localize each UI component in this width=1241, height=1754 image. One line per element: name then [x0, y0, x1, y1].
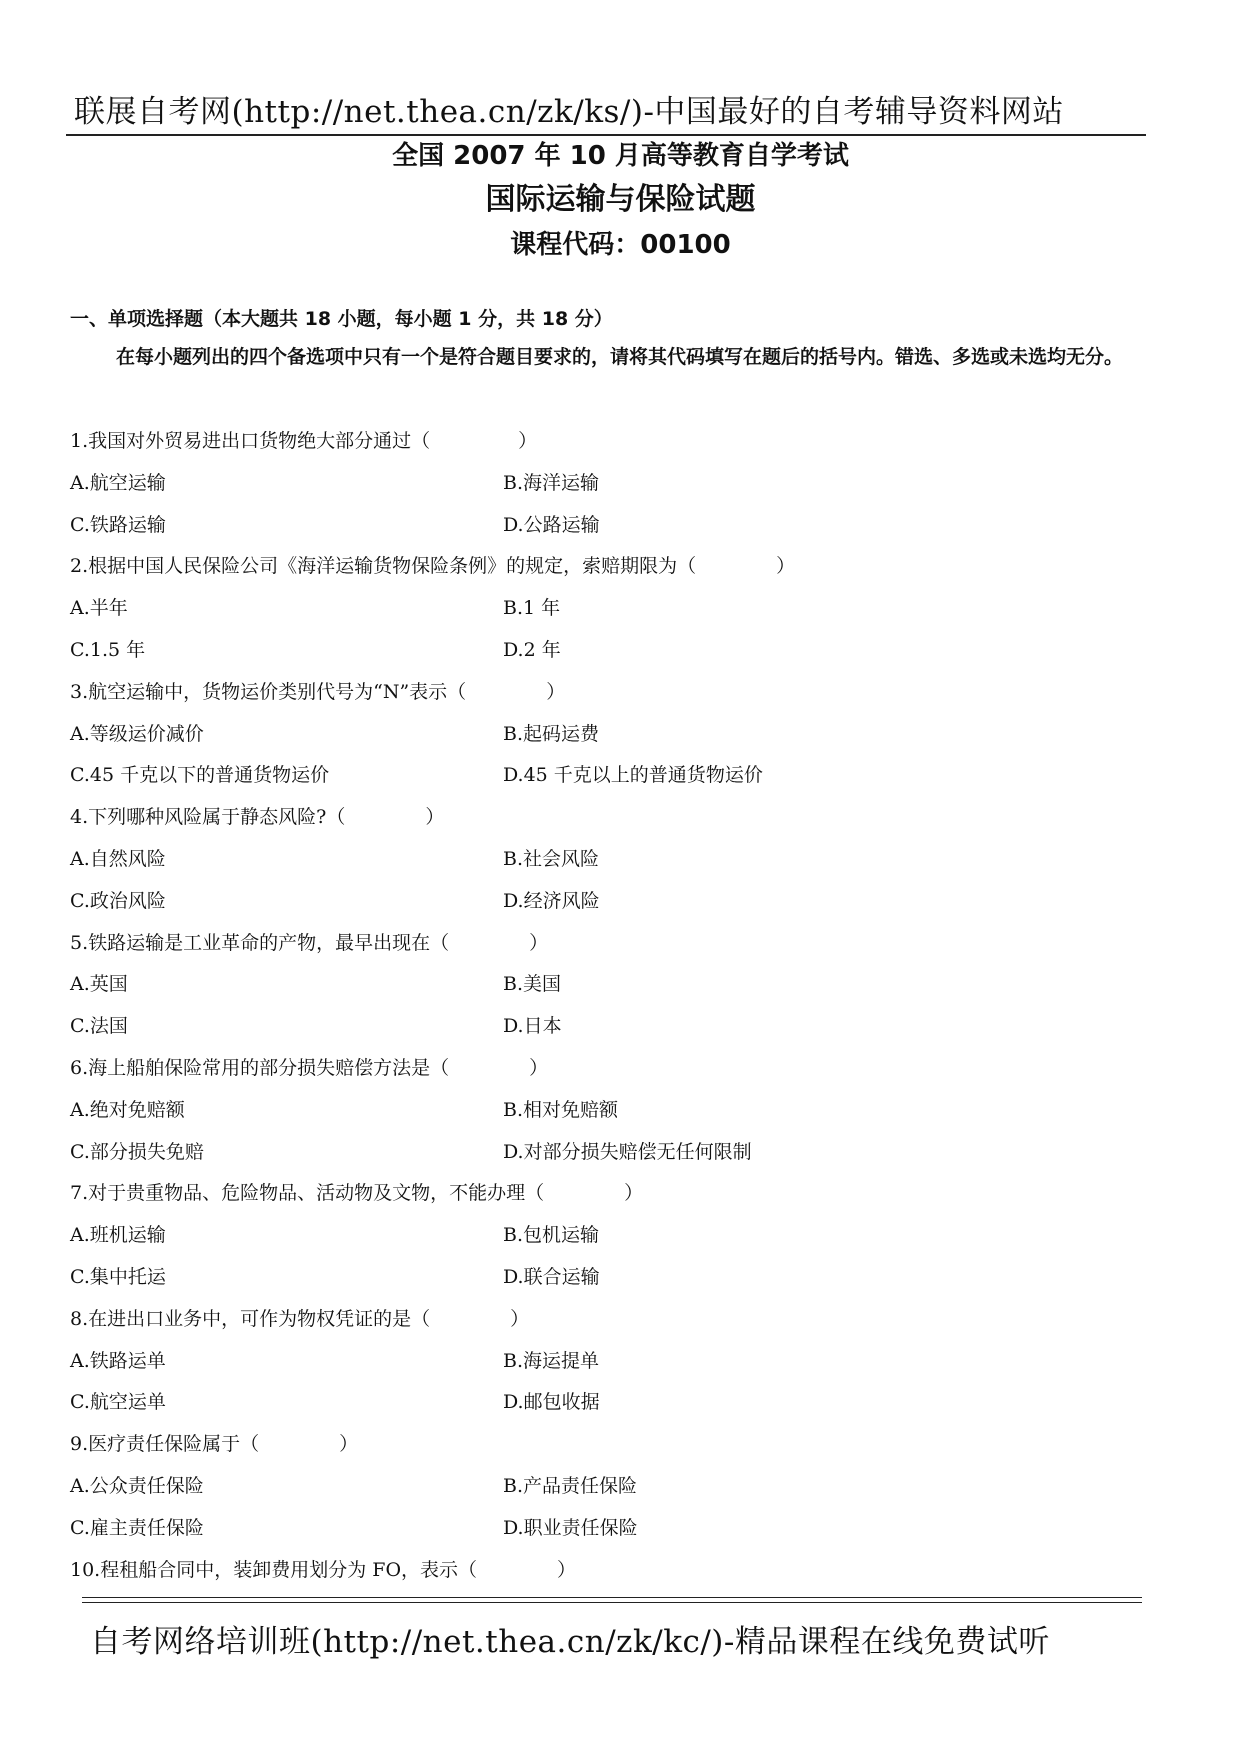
- question-text: 9.医疗责任保险属于（: [70, 1433, 260, 1456]
- question-stem: [70, 797, 1170, 839]
- answer-option: D.公路运输: [503, 513, 600, 536]
- option-row: [70, 1508, 1170, 1550]
- exam-subject-title: 国际运输与保险试题: [485, 182, 756, 217]
- section-heading: 一、单项选择题（本大题共 18 小题，每小题 1 分，共 18 分）: [70, 308, 613, 330]
- answer-option: D.45 千克以上的普通货物运价: [503, 764, 763, 787]
- answer-option: B.包机运输: [503, 1224, 600, 1247]
- answer-option: C.法国: [70, 1015, 128, 1038]
- exam-title-block: [0, 136, 1241, 266]
- option-row: [70, 881, 1170, 923]
- answer-bracket-close: ）: [425, 806, 445, 829]
- option-row: [70, 714, 1170, 756]
- question-text: 7.对于贵重物品、危险物品、活动物及文物，不能办理（: [70, 1182, 545, 1205]
- answer-option: C.45 千克以下的普通货物运价: [70, 764, 330, 787]
- question-text: 4.下列哪种风险属于静态风险?（: [70, 806, 346, 829]
- section-instructions: 在每小题列出的四个备选项中只有一个是符合题目要求的，请将其代码填写在题后的括号内。错选、多选或未选均无分。: [116, 346, 1124, 368]
- question-stem: [70, 1550, 1170, 1592]
- answer-bracket-close: ）: [518, 430, 538, 452]
- option-row: [70, 630, 1170, 672]
- answer-option: D.对部分损失赔偿无任何限制: [503, 1140, 752, 1163]
- answer-option: C.航空运单: [70, 1391, 166, 1414]
- answer-bracket-close: ）: [557, 1558, 577, 1581]
- option-row: [70, 1382, 1170, 1424]
- option-row: [70, 964, 1170, 1006]
- answer-option: A.班机运输: [70, 1224, 166, 1247]
- answer-option: A.自然风险: [70, 847, 166, 870]
- answer-bracket-close: ）: [546, 680, 566, 703]
- answer-option: C.政治风险: [70, 889, 166, 912]
- answer-option: B.社会风险: [503, 847, 600, 870]
- question-stem: [70, 421, 1170, 463]
- answer-option: A.铁路运单: [70, 1349, 166, 1372]
- question-text: 3.航空运输中，货物运价类别代号为“N”表示（: [70, 680, 467, 703]
- answer-option: D.联合运输: [503, 1265, 600, 1288]
- question-stem: [70, 1299, 1170, 1341]
- answer-option: B.产品责任保险: [503, 1474, 638, 1497]
- answer-option: A.绝对免赔额: [70, 1098, 185, 1121]
- answer-option: D.日本: [503, 1015, 562, 1038]
- answer-option: D.职业责任保险: [503, 1516, 638, 1539]
- answer-bracket-close: ）: [339, 1433, 359, 1456]
- answer-option: D.2 年: [503, 638, 561, 661]
- option-row: [70, 463, 1170, 505]
- section-single-choice: [70, 300, 1180, 376]
- option-row: [70, 755, 1170, 797]
- option-row: [70, 1341, 1170, 1383]
- answer-bracket-close: ）: [529, 1056, 549, 1079]
- answer-option: A.公众责任保险: [70, 1474, 204, 1497]
- option-row: [70, 1006, 1170, 1048]
- footer-divider-double: [82, 1602, 1142, 1603]
- option-row: [70, 1090, 1170, 1132]
- answer-option: B.美国: [503, 973, 562, 996]
- question-text: 10.程租船合同中，装卸费用划分为 FO，表示（: [70, 1558, 478, 1581]
- question-stem: [70, 1048, 1170, 1090]
- site-header-text: 联展自考网(http://net.thea.cn/zk/ks/)-中国最好的自考辅导资料网站: [74, 94, 1064, 130]
- answer-option: B.起码运费: [503, 722, 600, 745]
- course-code: 课程代码：00100: [510, 230, 731, 260]
- question-stem: [70, 923, 1170, 965]
- answer-option: D.邮包收据: [503, 1391, 600, 1414]
- answer-option: C.雇主责任保险: [70, 1516, 204, 1539]
- answer-option: A.航空运输: [70, 471, 166, 494]
- question-text: 5.铁路运输是工业革命的产物，最早出现在（: [70, 931, 450, 954]
- answer-bracket-close: ）: [776, 555, 796, 578]
- question-list: [70, 421, 1170, 1591]
- answer-bracket-close: ）: [510, 1307, 530, 1330]
- site-footer-text: 自考网络培训班(http://net.thea.cn/zk/kc/)-精品课程在线免费试听: [90, 1624, 1050, 1660]
- footer-divider: [82, 1597, 1142, 1598]
- answer-option: C.1.5 年: [70, 638, 146, 661]
- question-text: 8.在进出口业务中，可作为物权凭证的是（: [70, 1307, 431, 1330]
- option-row: [70, 1132, 1170, 1174]
- answer-option: A.英国: [70, 973, 128, 996]
- option-row: [70, 1466, 1170, 1508]
- question-text: 2.根据中国人民保险公司《海洋运输货物保险条例》的规定，索赔期限为（: [70, 555, 697, 578]
- question-stem: [70, 546, 1170, 588]
- option-row: [70, 1215, 1170, 1257]
- answer-option: D.经济风险: [503, 889, 600, 912]
- answer-option: A.等级运价减价: [70, 722, 204, 745]
- answer-option: C.部分损失免赔: [70, 1140, 204, 1163]
- answer-option: A.半年: [70, 597, 128, 620]
- option-row: [70, 588, 1170, 630]
- question-text: 6.海上船舶保险常用的部分损失赔偿方法是（: [70, 1056, 450, 1079]
- question-stem: [70, 672, 1170, 714]
- answer-option: B.海运提单: [503, 1349, 600, 1372]
- answer-option: C.铁路运输: [70, 513, 166, 536]
- answer-option: B.相对免赔额: [503, 1098, 619, 1121]
- question-text: 1.我国对外贸易进出口货物绝大部分通过（: [70, 430, 431, 452]
- answer-bracket-close: ）: [529, 931, 549, 954]
- answer-option: B.海洋运输: [503, 471, 600, 494]
- option-row: [70, 1257, 1170, 1299]
- option-row: [70, 505, 1170, 547]
- answer-option: B.1 年: [503, 597, 561, 620]
- answer-option: C.集中托运: [70, 1265, 166, 1288]
- question-stem: [70, 1424, 1170, 1466]
- answer-bracket-close: ）: [624, 1182, 644, 1205]
- option-row: [70, 839, 1170, 881]
- exam-session-title: 全国 2007 年 10 月高等教育自学考试: [392, 141, 849, 171]
- question-stem: [70, 1173, 1170, 1215]
